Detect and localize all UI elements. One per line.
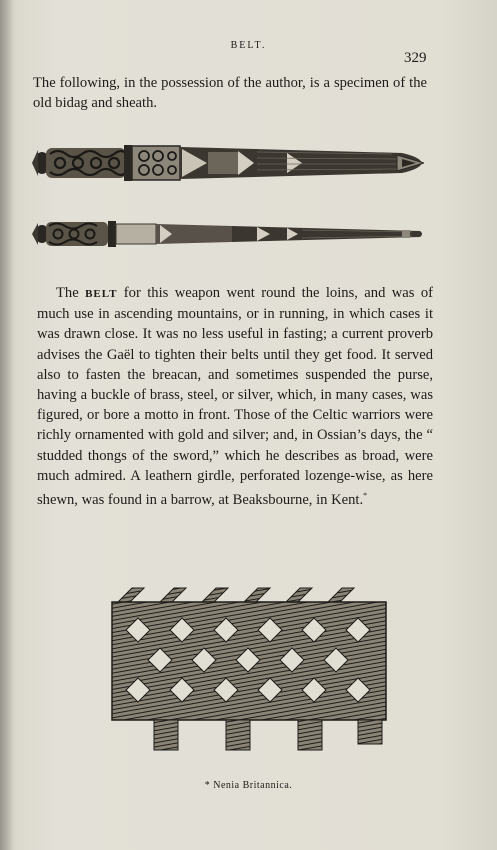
body-lead: The (56, 285, 86, 301)
gutter-shadow (0, 0, 14, 850)
footnote-marker: * (363, 491, 368, 501)
running-head: BELT. (230, 40, 267, 51)
body-text: for this weapon went round the loins, and was of much use in ascending mountains, or in running, in which cases it was drawn close. It was no less useful in fasting; a current proverb advises the Gaël to tighten their belts until they get food. It served also to fasten the breacan, and sometimes suspended the purse, having a buckle of brass, steel, or silver, which, in many cases, was figured, or bore a motto in front. Those of the Celtic warriors were richly ornamented with gold and silver; and, in Ossian’s days, the “ studded thongs of the sword,” which he describes as broad, were much admired. A leathern girdle, perforated lozenge-wise, as here shewn, was found in a barrow, at Beaksbourne, in Kent. (37, 285, 433, 508)
footnote: * Nenia Britannica. (204, 780, 293, 791)
intro-paragraph: The following, in the possession of the author, is a specimen of the old bidag and sheath. (33, 75, 427, 112)
belt-smallcaps: BELT (85, 288, 118, 300)
dirk-illustration (32, 212, 424, 256)
dirk-with-sheath-illustration (32, 140, 424, 186)
body-paragraph (37, 283, 433, 510)
page-number: 329 (404, 50, 427, 66)
lozenge-girdle-illustration (108, 580, 390, 760)
